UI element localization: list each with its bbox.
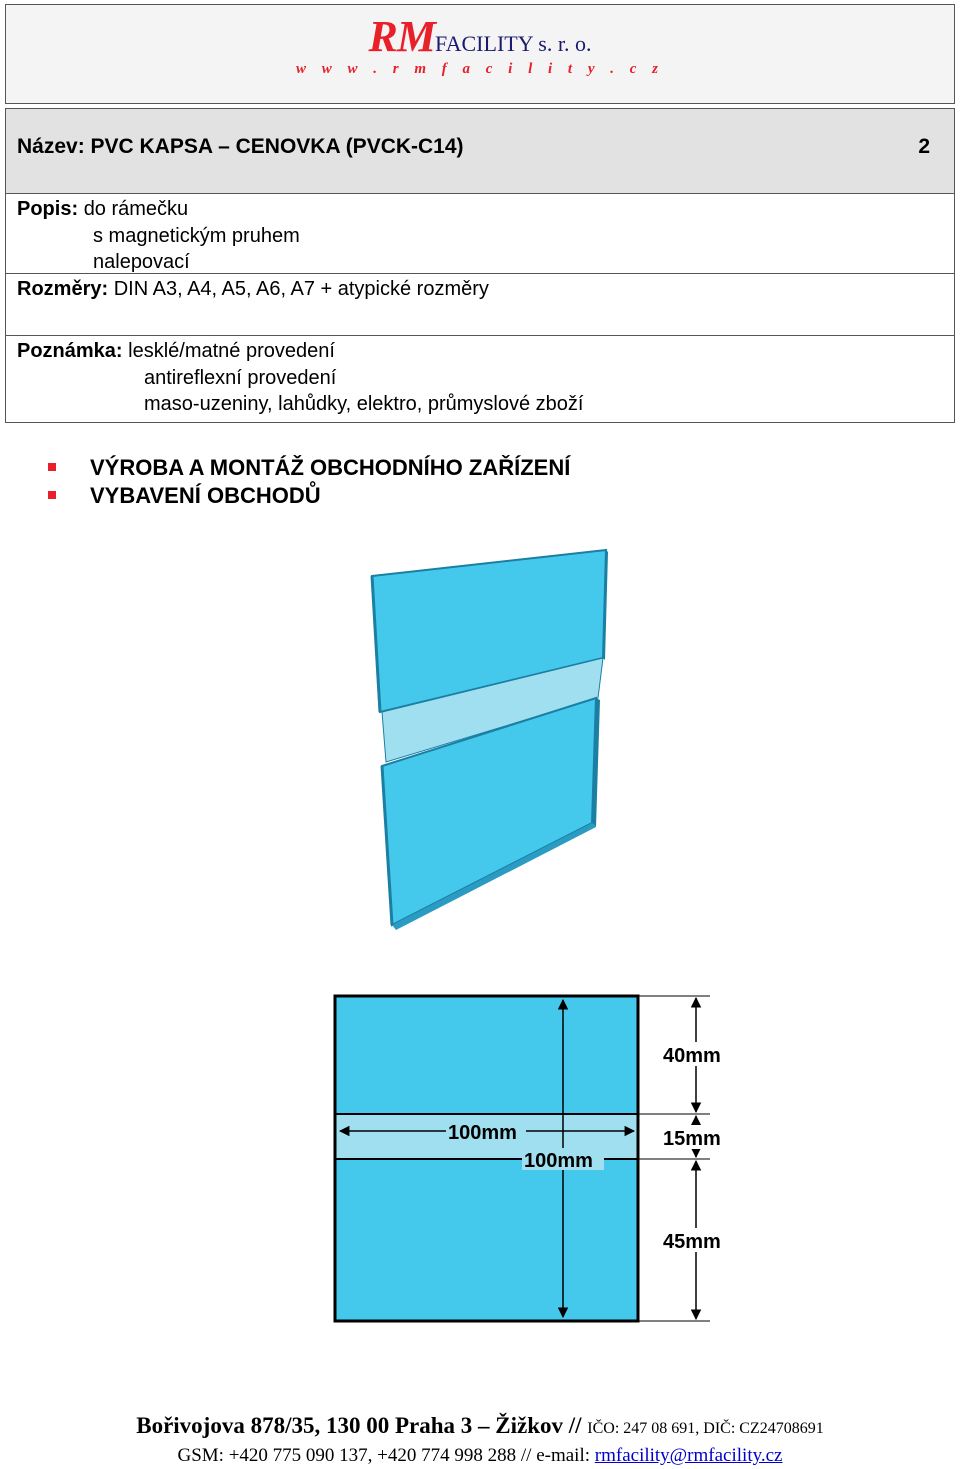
- pocket-lower-area: [335, 1159, 638, 1321]
- note-row: [6, 336, 954, 422]
- note-label: Poznámka:: [17, 340, 123, 362]
- title-bar: [5, 108, 955, 194]
- pocket-dimension-drawing: [320, 990, 750, 1330]
- pocket-upper-area: [335, 996, 638, 1114]
- description-item: do rámečku: [83, 198, 189, 220]
- logo-rm: RM: [368, 12, 436, 61]
- bullet-text: VÝROBA A MONTÁŽ OBCHODNÍHO ZAŘÍZENÍ: [90, 455, 571, 480]
- header-logo-box: [5, 4, 955, 104]
- dim-label-width-top: 100mm: [448, 1122, 517, 1144]
- pocket-perspective-illustration: [360, 540, 620, 940]
- footer-phones: GSM: +420 775 090 137, +420 774 998 288 // e-mail:: [177, 1445, 591, 1466]
- website-text: w w w . r m f a c i l i t y . c z: [296, 61, 664, 77]
- dim-label-width-mid: 100mm: [524, 1150, 593, 1172]
- bullet-square-icon: [48, 491, 56, 499]
- dim-label-mid: 15mm: [663, 1128, 721, 1150]
- footer-contact-line: [0, 1442, 960, 1469]
- dimensions-row: [6, 274, 954, 336]
- bullet-list: [48, 454, 570, 510]
- note-item: maso-uzeniny, lahůdky, elektro, průmyslové zboží: [144, 393, 584, 415]
- dim-label-bottom: 45mm: [663, 1231, 721, 1253]
- page-number: 2: [918, 135, 930, 158]
- dimensions-label: Rozměry:: [17, 278, 109, 300]
- note-item: antireflexní provedení: [144, 366, 337, 389]
- description-row: [6, 194, 954, 274]
- bullet-text: VYBAVENÍ OBCHODŮ: [90, 483, 321, 508]
- bullet-item: [48, 454, 570, 482]
- description-item: nalepovací: [93, 251, 190, 273]
- dim-label-top: 40mm: [663, 1045, 721, 1067]
- footer-email-link[interactable]: rmfacility@rmfacility.cz: [594, 1445, 783, 1466]
- bullet-square-icon: [48, 463, 56, 471]
- description-item: s magnetickým pruhem: [93, 224, 300, 247]
- footer-ids: IČO: 247 08 691, DIČ: CZ24708691: [587, 1420, 824, 1437]
- info-table: [5, 194, 955, 423]
- product-title: Název: PVC KAPSA – CENOVKA (PVCK-C14): [17, 135, 464, 158]
- footer-address: Bořivojova 878/35, 130 00 Praha 3 – Žižkov //: [136, 1413, 582, 1438]
- logo-facility: FACILITY s. r. o.: [435, 31, 592, 56]
- footer-address-line: [0, 1412, 960, 1442]
- description-label: Popis:: [17, 198, 79, 220]
- company-logo: [6, 11, 954, 62]
- bullet-item: [48, 482, 570, 510]
- note-item: lesklé/matné provedení: [128, 340, 335, 362]
- footer: [0, 1412, 960, 1469]
- dimensions-value: DIN A3, A4, A5, A6, A7 + atypické rozměry: [113, 278, 489, 300]
